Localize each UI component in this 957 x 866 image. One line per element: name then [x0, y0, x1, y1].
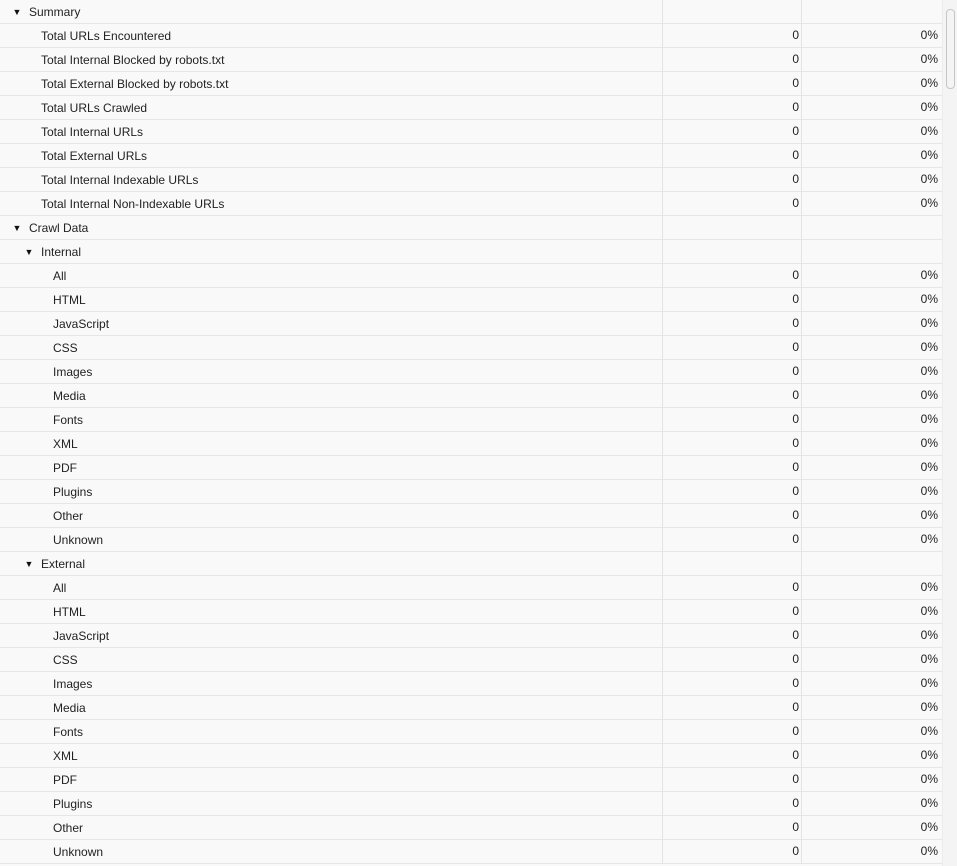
row-label: Total Internal Blocked by robots.txt [41, 52, 225, 67]
row-count: 0 [663, 624, 802, 647]
row-count: 0 [663, 480, 802, 503]
row-count: 0 [663, 792, 802, 815]
row-label: JavaScript [53, 316, 110, 331]
row-count: 0 [663, 48, 802, 71]
row-percentage: 0% [920, 268, 938, 282]
table-row[interactable] [0, 432, 942, 456]
row-percentage: 0% [920, 148, 938, 162]
row-count: 0 [663, 144, 802, 167]
row-label: Fonts [53, 412, 84, 427]
row-label: Total URLs Encountered [41, 28, 172, 43]
scrollbar-thumb[interactable] [946, 9, 955, 89]
row-percentage: 0% [920, 52, 938, 66]
row-percentage: 0% [920, 412, 938, 426]
row-percentage: 0% [920, 436, 938, 450]
row-count: 0 [663, 408, 802, 431]
table-row[interactable] [0, 192, 942, 216]
row-label: Plugins [53, 484, 93, 499]
row-percentage: 0% [920, 388, 938, 402]
table-row[interactable] [0, 768, 942, 792]
row-count: 0 [663, 192, 802, 215]
row-count: 0 [663, 312, 802, 335]
row-label: JavaScript [53, 628, 110, 643]
row-count: 0 [663, 744, 802, 767]
table-row[interactable] [0, 336, 942, 360]
table-row[interactable] [0, 96, 942, 120]
row-count: 0 [663, 360, 802, 383]
row-label: PDF [53, 460, 77, 475]
row-percentage: 0% [920, 628, 938, 642]
table-row[interactable] [0, 744, 942, 768]
row-percentage: 0% [920, 196, 938, 210]
row-count: 0 [663, 264, 802, 287]
tree-group-internal[interactable] [0, 240, 942, 264]
row-percentage: 0% [920, 484, 938, 498]
expand-toggle-icon[interactable]: ▼ [24, 246, 34, 257]
row-label: Total Internal Non-Indexable URLs [41, 196, 225, 211]
table-row[interactable] [0, 408, 942, 432]
table-row[interactable] [0, 288, 942, 312]
row-percentage: 0% [920, 532, 938, 546]
table-row[interactable] [0, 72, 942, 96]
table-row[interactable] [0, 720, 942, 744]
row-percentage: 0% [920, 100, 938, 114]
row-percentage: 0% [920, 748, 938, 762]
row-label: XML [53, 748, 78, 763]
row-label: CSS [53, 340, 78, 355]
row-label: PDF [53, 772, 77, 787]
table-row[interactable] [0, 528, 942, 552]
row-label: Plugins [53, 796, 93, 811]
table-row[interactable] [0, 264, 942, 288]
row-label: HTML [53, 604, 86, 619]
row-label: Media [53, 700, 86, 715]
row-count: 0 [663, 648, 802, 671]
table-row[interactable] [0, 360, 942, 384]
table-row[interactable] [0, 600, 942, 624]
table-row[interactable] [0, 816, 942, 840]
row-count: 0 [663, 696, 802, 719]
row-count: 0 [663, 600, 802, 623]
table-row[interactable] [0, 840, 942, 864]
row-count: 0 [663, 120, 802, 143]
table-row[interactable] [0, 120, 942, 144]
table-row[interactable] [0, 792, 942, 816]
table-row[interactable] [0, 576, 942, 600]
tree-group-crawl-data[interactable] [0, 216, 942, 240]
row-label: Total Internal Indexable URLs [41, 172, 199, 187]
tree-group-summary[interactable] [0, 0, 942, 24]
row-count: 0 [663, 432, 802, 455]
table-row[interactable] [0, 384, 942, 408]
row-label: Other [53, 820, 84, 835]
row-count: 0 [663, 720, 802, 743]
row-percentage: 0% [920, 76, 938, 90]
row-percentage: 0% [920, 28, 938, 42]
row-percentage: 0% [920, 844, 938, 858]
row-percentage: 0% [920, 700, 938, 714]
row-count: 0 [663, 456, 802, 479]
row-count: 0 [663, 24, 802, 47]
row-percentage: 0% [920, 292, 938, 306]
row-count: 0 [663, 840, 802, 863]
row-count: 0 [663, 288, 802, 311]
table-row[interactable] [0, 480, 942, 504]
expand-toggle-icon[interactable]: ▼ [12, 222, 22, 233]
group-label: Internal [41, 244, 82, 259]
row-percentage: 0% [920, 580, 938, 594]
group-label: Crawl Data [29, 220, 89, 235]
row-label: Total External URLs [41, 148, 148, 163]
row-label: All [53, 580, 67, 595]
table-row[interactable] [0, 24, 942, 48]
row-percentage: 0% [920, 796, 938, 810]
row-percentage: 0% [920, 820, 938, 834]
tree-group-external[interactable] [0, 552, 942, 576]
row-label: Media [53, 388, 86, 403]
row-label: Images [53, 676, 93, 691]
row-label: Other [53, 508, 84, 523]
table-row[interactable] [0, 456, 942, 480]
row-label: HTML [53, 292, 86, 307]
group-label: Summary [29, 4, 81, 19]
expand-toggle-icon[interactable]: ▼ [24, 558, 34, 569]
table-row[interactable] [0, 144, 942, 168]
row-label: Images [53, 364, 93, 379]
row-label: Total External Blocked by robots.txt [41, 76, 229, 91]
row-label: CSS [53, 652, 78, 667]
row-count: 0 [663, 576, 802, 599]
row-percentage: 0% [920, 124, 938, 138]
group-label: External [41, 556, 86, 571]
row-count: 0 [663, 504, 802, 527]
row-count: 0 [663, 672, 802, 695]
row-count: 0 [663, 528, 802, 551]
row-count: 0 [663, 336, 802, 359]
row-percentage: 0% [920, 724, 938, 738]
table-row[interactable] [0, 696, 942, 720]
vertical-scrollbar[interactable] [942, 0, 957, 866]
row-count: 0 [663, 816, 802, 839]
row-percentage: 0% [920, 604, 938, 618]
row-label: All [53, 268, 67, 283]
row-label: XML [53, 436, 78, 451]
row-percentage: 0% [920, 172, 938, 186]
table-row[interactable] [0, 672, 942, 696]
row-percentage: 0% [920, 364, 938, 378]
table-row[interactable] [0, 624, 942, 648]
table-row[interactable] [0, 168, 942, 192]
row-percentage: 0% [920, 676, 938, 690]
table-row[interactable] [0, 312, 942, 336]
row-percentage: 0% [920, 460, 938, 474]
row-percentage: 0% [920, 508, 938, 522]
row-percentage: 0% [920, 772, 938, 786]
row-count: 0 [663, 168, 802, 191]
row-percentage: 0% [920, 340, 938, 354]
row-count: 0 [663, 768, 802, 791]
table-row[interactable] [0, 48, 942, 72]
row-count: 0 [663, 72, 802, 95]
row-label: Total Internal URLs [41, 124, 144, 139]
row-percentage: 0% [920, 316, 938, 330]
row-label: Total URLs Crawled [41, 100, 148, 115]
row-label: Unknown [53, 532, 104, 547]
row-label: Unknown [53, 844, 104, 859]
row-count: 0 [663, 384, 802, 407]
table-row[interactable] [0, 648, 942, 672]
row-label: Fonts [53, 724, 84, 739]
table-row[interactable] [0, 504, 942, 528]
row-count: 0 [663, 96, 802, 119]
expand-toggle-icon[interactable]: ▼ [12, 6, 22, 17]
row-percentage: 0% [920, 652, 938, 666]
